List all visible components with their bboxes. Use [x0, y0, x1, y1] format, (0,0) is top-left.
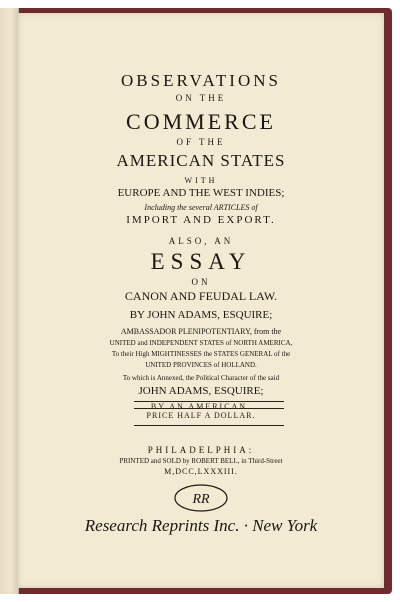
svg-text:RR: RR [192, 492, 210, 507]
annexed-line: To which is Annexed, the Political Character of the said [122, 374, 280, 382]
title-commerce: COMMERCE [126, 109, 276, 134]
title-also-an: ALSO, AN [168, 236, 234, 246]
john-adams-line: JOHN ADAMS, ESQUIRE; [138, 385, 264, 397]
page-edge [0, 8, 19, 594]
title-europe-west-indies: EUROPE AND THE WEST INDIES; [117, 187, 285, 199]
publisher-imprint: Research Reprints Inc. · New York [84, 516, 318, 535]
united-states-line: UNITED and INDEPENDENT STATES of NORTH AMERICA, [109, 339, 293, 347]
price-line: PRICE HALF A DOLLAR. [146, 411, 256, 420]
title-import-export: IMPORT AND EXPORT. [126, 214, 276, 226]
united-provinces-line: UNITED PROVINCES of HOLLAND. [145, 361, 257, 369]
title-page [18, 13, 384, 588]
printer-line: PRINTED and SOLD by ROBERT BELL, in Third-Street [119, 457, 283, 465]
ambassador-line: AMBASSADOR PLENIPOTENTIARY, from the [120, 327, 282, 336]
date-line: M,DCC,LXXXIII. [164, 467, 238, 476]
author-line: BY JOHN ADAMS, ESQUIRE; [129, 309, 273, 321]
title-canon-feudal: CANON AND FEUDAL LAW. [124, 289, 278, 303]
title-of-the: OF THE [176, 137, 226, 147]
title-including: Including the several ARTICLES of [144, 203, 258, 212]
title-on-the: ON THE [175, 93, 227, 103]
title-on: ON [191, 277, 211, 287]
high-mightinesses-line: To their High MIGHTINESSES the STATES GENERAL of the [111, 350, 291, 358]
title-observations: OBSERVATIONS [121, 71, 281, 90]
by-an-american: BY AN AMERICAN. [150, 402, 252, 411]
title-essay: ESSAY [150, 249, 252, 274]
title-american-states: AMERICAN STATES [116, 151, 286, 170]
publisher-logo [173, 483, 229, 513]
place-line: PHILADELPHIA: [147, 445, 255, 455]
title-with: WITH [184, 176, 218, 185]
